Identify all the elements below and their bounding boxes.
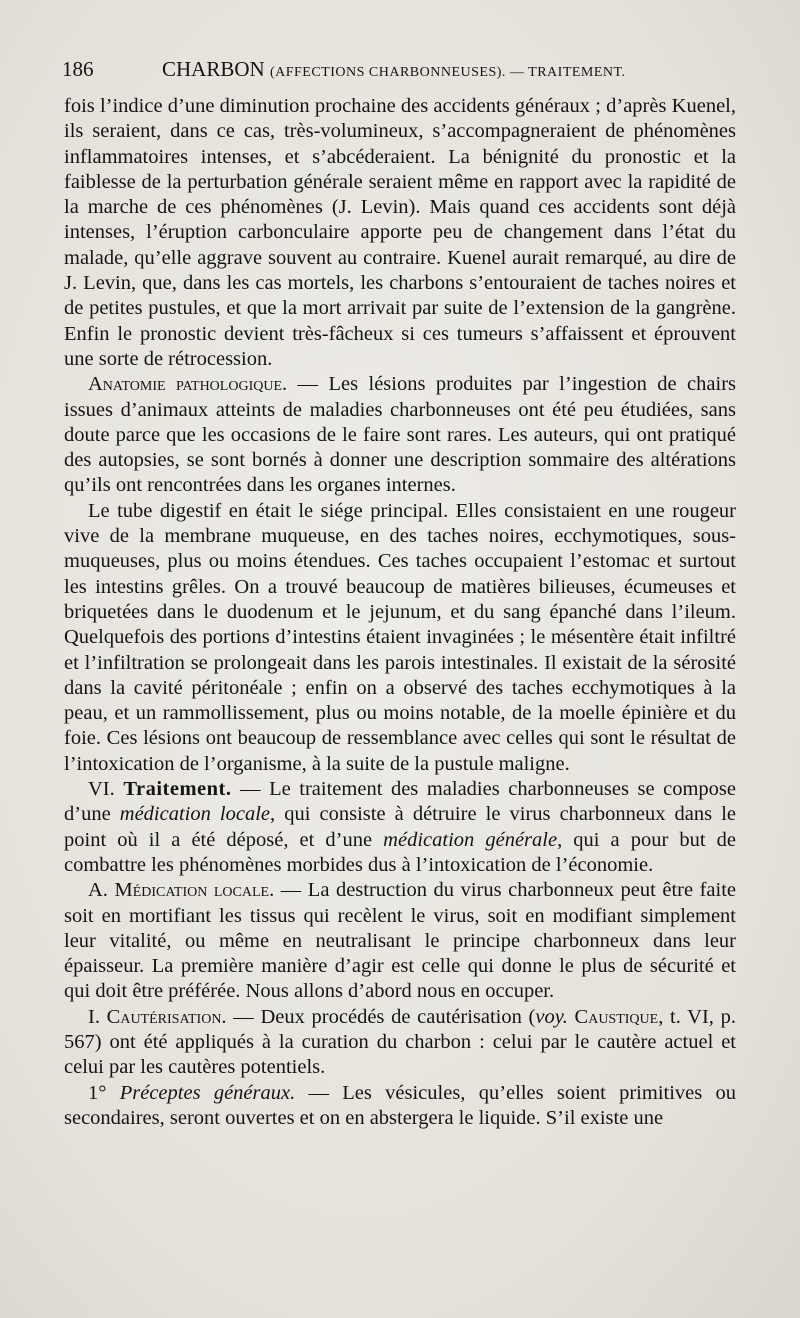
- traitement-text-a: — Le traitement des maladies charbonneuses se compose d’une: [64, 778, 736, 826]
- paragraph-tube-digestif: Le tube digestif en était le siége principal. Elles consistaient en une rougeur vive de la membrane muqueuse, en des taches noires, ecchymotiques, sous-muqueuses, plus ou moins étendues. Ces taches occupaient l’estomac et surtout les intestins grêles. On a trouvé beaucoup de matières bilieuses, écumeuses et briquetées dans le duodenum et le jejunum, et du sang épanché dans l’ileum. Quelquefois des portions d’intestins étaient invaginées ; le mésentère était infiltré et l’infiltration se prolongeait dans les parois intestinales. Il existait de la sérosité dans la cavité péritonéale ; enfin on a observé des taches ecchymotiques à la peau, et un rammollissement, plus ou moins notable, de la moelle épinière et du foie. Ces lésions ont beaucoup de ressemblance avec celles qui sont le résultat de l’intoxication de l’organisme, à la suite de la pustule maligne.: [64, 499, 736, 775]
- text-body: [64, 94, 736, 1131]
- term-medication-locale: médication locale: [119, 803, 271, 826]
- section-number-vi: VI.: [88, 778, 124, 801]
- cauterisation-text-b: t. VI, p. 567) ont été appliqués à la curation du charbon : celui par le cautère actuel et celui par les cautères potentiels.: [64, 1005, 737, 1079]
- title-sub: (AFFECTIONS CHARBONNEUSES). — TRAITEMENT.: [269, 65, 626, 80]
- paragraph-anatomie: [64, 372, 736, 498]
- cauterisation-text-a: — Deux procédés de cautérisation (: [226, 1005, 536, 1028]
- running-title: [162, 57, 626, 82]
- section-number-i: I.: [88, 1005, 107, 1028]
- preceptes-text: — Les vésicules, qu’elles soient primitives ou secondaires, seront ouvertes et on en abstergera le liquide. S’il existe une: [64, 1081, 737, 1129]
- term-medication-generale: médication générale: [383, 828, 558, 851]
- section-number-1: 1°: [88, 1081, 120, 1104]
- section-heading-preceptes: Préceptes généraux.: [119, 1081, 296, 1104]
- section-heading-cauterisation: Cautérisation.: [106, 1005, 227, 1028]
- ref-caustique: Caustique,: [567, 1005, 664, 1028]
- page-number: 186: [62, 57, 94, 81]
- section-heading-traitement: Traitement.: [123, 778, 232, 801]
- paragraph-preceptes: [64, 1081, 736, 1132]
- paragraph-traitement: [64, 777, 736, 878]
- paragraph-1: fois l’indice d’une diminution prochaine des accidents généraux ; d’après Kuenel, ils seraient, dans ce cas, très-volumineux, s’accompagneraient de phénomènes inflammatoires intenses, et s’abcéderaient. La bénignité du pronostic et la faiblesse de la perturbation générale seraient même en rapport avec la rapidité de la marche de ces phénomènes (J. Levin). Mais quand ces accidents sont déjà intenses, l’éruption carbonculaire apporte peu de changement dans l’état du malade, qu’elle aggrave souvent au contraire. Kuenel aurait remarqué, au dire de J. Levin, que, dans les cas mortels, les charbons s’entouraient de taches noires et de petites pustules, et que la mort arrivait par suite de l’extension de la gangrène. Enfin le pronostic devient très-fâcheux si ces tumeurs s’affaissent et éprouvent une sorte de rétrocession.: [64, 95, 736, 370]
- paragraph-cauterisation: [64, 1005, 736, 1081]
- paragraph-medication-locale: [64, 878, 736, 1004]
- traitement-text-b: , qui consiste à détruire le virus charbonneux dans le point où il a été déposé, et d’une: [64, 803, 736, 851]
- section-letter-a: A.: [88, 879, 115, 902]
- traitement-text-c: , qui a pour but de combattre les phénomènes morbides dus à l’intoxication de l’économie.: [64, 828, 736, 876]
- title-main: CHARBON: [162, 57, 265, 81]
- section-heading-medication-locale: Médication locale.: [114, 879, 275, 902]
- ref-voy: voy.: [535, 1005, 568, 1028]
- medication-locale-text: — La destruction du virus charbonneux peut être faite soit en mortifiant les tissus qui recèlent le virus, soit en modifiant simplement leur vitalité, ou même en neutralisant le principe charbonneux dans leur épaisseur. La première manière d’agir est celle qui donne le plus de sécurité et qui doit être préférée. Nous allons d’abord nous en occuper.: [64, 879, 737, 1003]
- paragraph-anatomie-text: — Les lésions produites par l’ingestion de chairs issues d’animaux atteints de maladies charbonneuses ont été peu étudiées, sans doute parce que les occasions de le faire sont rares. Les auteurs, qui ont pratiqué des autopsies, se sont bornés à donner une description sommaire des altérations qu’ils ont rencontrées dans les organes internes.: [64, 373, 736, 497]
- running-header: [62, 57, 742, 87]
- section-heading-anatomie: Anatomie pathologique.: [88, 373, 288, 396]
